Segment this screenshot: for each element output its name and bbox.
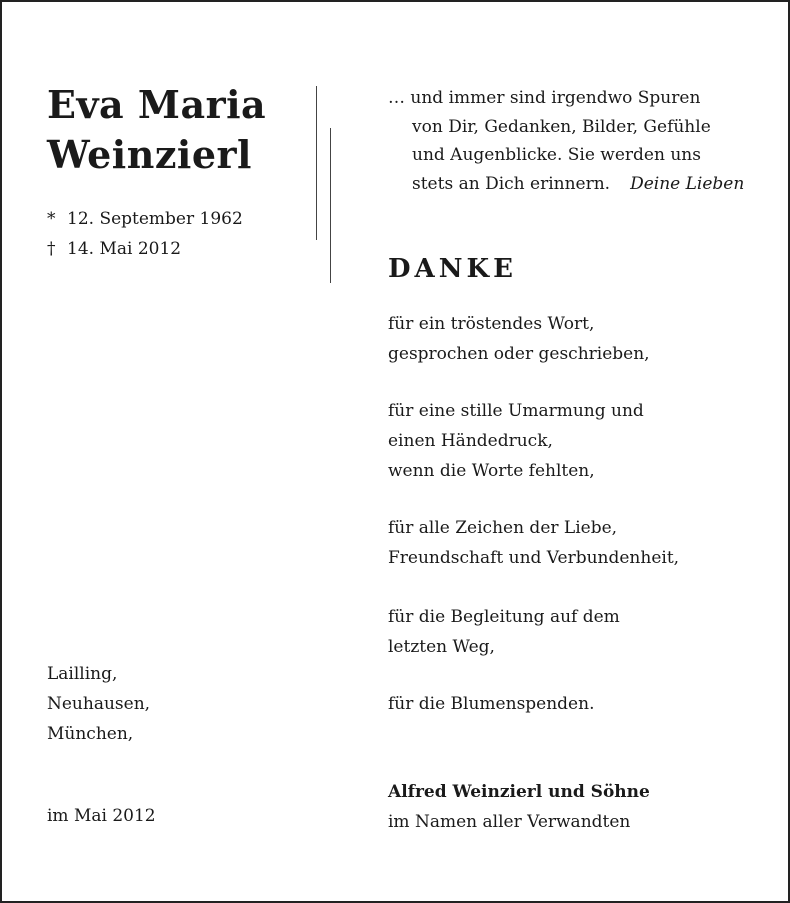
divider-line-right [330,128,331,283]
thanks-heading: DANKE [388,254,517,284]
places-list [47,659,150,749]
thanks-line: gesprochen oder geschrieben, [388,344,650,364]
thanks-line: letzten Weg, [388,637,495,657]
thanks-line: für die Begleitung auf dem [388,607,620,627]
thanks-paragraph-1 [388,309,650,369]
birth-star-icon: * [47,209,56,229]
quote-line-3: und Augenblicke. Sie werden uns [412,145,701,165]
birth-row [47,204,243,234]
name-line-2: Weinzierl [47,132,252,177]
notice-date: im Mai 2012 [47,806,156,826]
thanks-paragraph-3 [388,513,679,573]
place-item: Lailling, [47,664,118,684]
thanks-line: einen Händedruck, [388,431,553,451]
name-line-1: Eva Maria [47,82,267,127]
thanks-line: wenn die Worte fehlten, [388,461,595,481]
life-dates [47,204,243,264]
place-item: Neuhausen, [47,694,151,714]
death-date: 14. Mai 2012 [67,239,182,259]
thanks-line: für alle Zeichen der Liebe, [388,518,618,538]
thanks-paragraph-5 [388,689,594,719]
memorial-quote [388,84,744,198]
place-item: München, [47,724,134,744]
deceased-name [47,80,266,180]
quote-line-4-text: stets an Dich erinnern. [412,173,611,194]
quote-signature: Deine Lieben [630,173,745,194]
thanks-line: für ein tröstendes Wort, [388,314,595,334]
divider-line-left [316,86,317,240]
quote-line-1: … und immer sind irgendwo Spuren [388,88,701,108]
signer-note: im Namen aller Verwandten [388,812,631,832]
thanks-paragraph-4 [388,602,620,662]
death-row [47,234,243,264]
birth-date: 12. September 1962 [67,209,243,229]
thanks-line: für die Blumenspenden. [388,694,595,714]
signer-block [388,777,650,837]
thanks-line: Freundschaft und Verbundenheit, [388,548,680,568]
quote-line-4 [388,170,744,199]
signer-name: Alfred Weinzierl und Söhne [388,782,650,802]
thanks-line: für eine stille Umarmung und [388,401,644,421]
death-cross-icon: † [47,239,56,259]
thanks-paragraph-2 [388,396,644,486]
quote-line-2: von Dir, Gedanken, Bilder, Gefühle [412,116,711,137]
